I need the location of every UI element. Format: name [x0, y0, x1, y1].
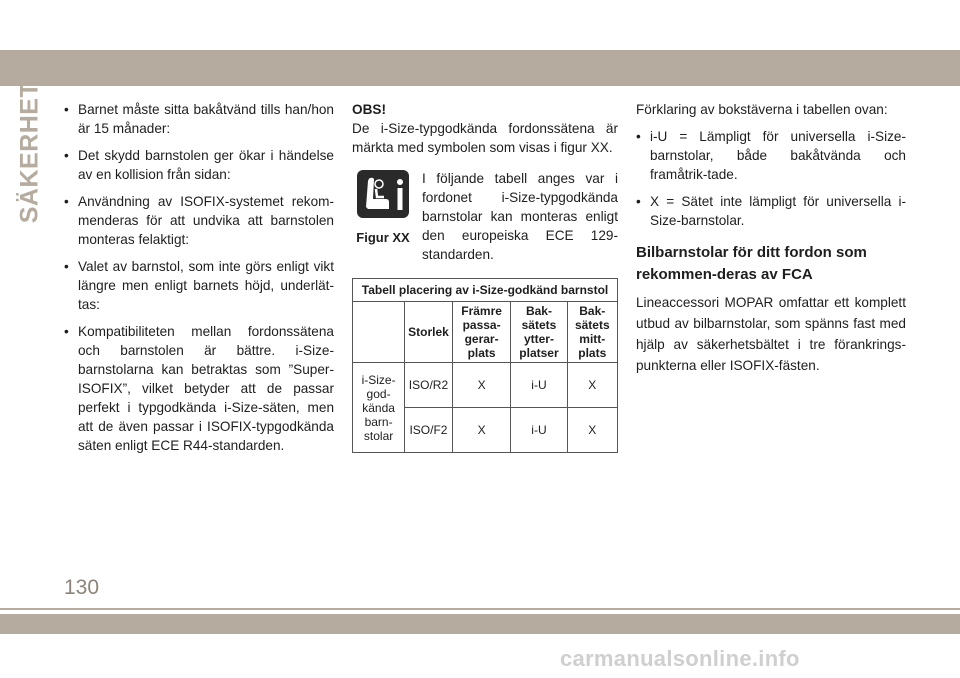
list-item: • Barnet måste sitta bakåtvänd tills han/hon är 15 månader: [64, 100, 334, 138]
column-middle [352, 100, 618, 453]
figure-text: I följande tabell anges var i fordonet i-Size-typgodkända barnstolar kan monteras enligt den europeiska ECE 129-standarden. [422, 171, 618, 262]
table-cell: X [452, 408, 511, 453]
table-cell: ISO/R2 [405, 363, 453, 408]
benefits-list [64, 100, 334, 455]
table-row-label: i-Size-god-kända barn-stolar [353, 363, 405, 453]
table-cell: X [452, 363, 511, 408]
figure-block [352, 169, 618, 264]
table-cell: X [567, 363, 617, 408]
column-left [64, 100, 334, 463]
table-cell: X [567, 408, 617, 453]
table-cell: i-U [511, 408, 567, 453]
placement-table [352, 278, 618, 453]
note-text: De i-Size-typgodkända fordonssätena är märkta med symbolen som visas i figur XX. [352, 121, 618, 155]
watermark: carmanualsonline.info [560, 646, 800, 671]
table-row [353, 363, 618, 408]
figure [352, 169, 414, 264]
table-title: Tabell placering av i-Size-godkänd barnstol [353, 279, 618, 302]
table-header: Främre passa-gerar-plats [452, 302, 511, 363]
figure-caption: Figur XX [356, 230, 410, 245]
legend-intro: Förklaring av bokstäverna i tabellen ovan: [636, 102, 888, 117]
note-title: OBS! [352, 102, 386, 117]
list-item: • Det skydd barnstolen ger ökar i händelse av en kollision från sidan: [64, 146, 334, 184]
section-label: SÄKERHET [15, 81, 44, 223]
header-band [0, 50, 960, 86]
body-text: Lineaccessori MOPAR omfattar ett komplett utbud av bilbarnstolar, som spänns fast med hjälp av säkerhetsbältet i tre förankrings-punkterna eller ISOFIX-fästen. [636, 295, 906, 373]
section-heading: Bilbarnstolar för ditt fordon som rekommen-deras av FCA [636, 244, 867, 283]
page-number: 130 [64, 576, 100, 599]
column-right [636, 100, 906, 376]
footer-band [0, 614, 960, 634]
list-item: • Kompatibiliteten mellan fordonssätena och barnstolen är bättre. i-Size-barnstolarna kan betraktas som ”Super-ISOFIX”, vilket betyder att de passar perfekt i typgodkända i-Size-säten, men att de även passar i ISOFIX-typgodkända säten enligt ECE R44-standarden. [64, 322, 334, 455]
table-header: Bak-sätets ytter-platser [511, 302, 567, 363]
list-item: • X = Sätet inte lämpligt för universella i-Size-barnstolar. [636, 192, 906, 230]
table-header: Bak-sätets mitt-plats [567, 302, 617, 363]
table-cell: i-U [511, 363, 567, 408]
footer-rule [0, 608, 960, 610]
table-header: Storlek [405, 302, 453, 363]
list-item: • Användning av ISOFIX-systemet rekom-menderas för att undvika att barnstolen monteras felaktigt: [64, 192, 334, 249]
list-item: • i-U = Lämpligt för universella i-Size-barnstolar, både bakåtvända och framåtrik-tade. [636, 127, 906, 184]
table-cell: ISO/F2 [405, 408, 453, 453]
isize-child-seat-icon [356, 169, 410, 219]
legend-list [636, 127, 906, 230]
table-header-blank [353, 302, 405, 363]
list-item: • Valet av barnstol, som inte görs enligt vikt längre men enligt barnets höjd, underlät-tas: [64, 257, 334, 314]
